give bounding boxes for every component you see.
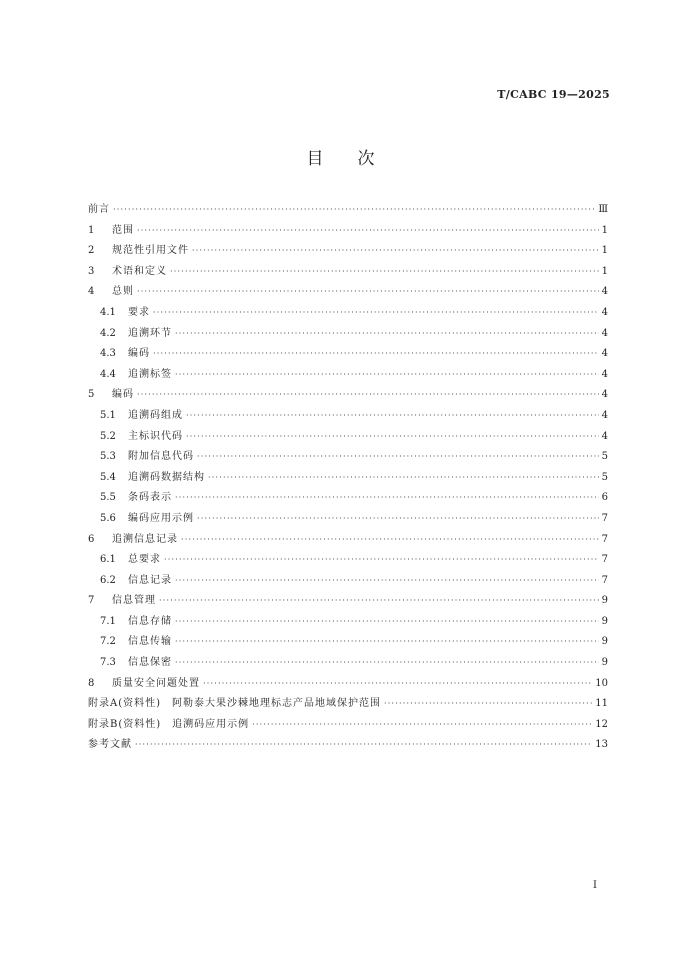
- toc-leader-dots: [384, 699, 592, 708]
- toc-leader-dots: [175, 329, 599, 338]
- toc-entry-label: 信息存储: [128, 615, 172, 627]
- toc-entry[interactable]: [88, 674, 608, 695]
- toc-leader-dots: [159, 596, 599, 605]
- toc-leader-dots: [175, 637, 599, 646]
- toc-entry[interactable]: [88, 653, 608, 674]
- toc-entry-label: 总则: [112, 286, 134, 298]
- toc-entry-number: 4.4: [100, 368, 116, 380]
- toc-leader-dots: [175, 617, 599, 626]
- toc-entry-label: 术语和定义: [112, 265, 167, 277]
- toc-entry-number: 1: [88, 224, 95, 236]
- toc-entry-page: 4: [601, 389, 608, 401]
- toc-entry-number: 6: [88, 533, 95, 545]
- toc-entry-page: 9: [601, 595, 608, 607]
- toc-entry[interactable]: [88, 365, 608, 386]
- toc-entry-number: 5.5: [100, 492, 116, 504]
- toc-entry-number: 6.2: [100, 574, 116, 586]
- toc-entry-page: 4: [601, 368, 608, 380]
- toc-entry[interactable]: [88, 385, 608, 406]
- toc-leader-dots: [113, 205, 595, 214]
- toc-title: [0, 144, 681, 169]
- toc-entry-label: 主标识代码: [128, 430, 183, 442]
- table-of-contents: [88, 200, 608, 756]
- toc-entry-label: 要求: [128, 306, 150, 318]
- toc-entry[interactable]: [88, 488, 608, 509]
- toc-entry-number: 3: [88, 265, 95, 277]
- toc-entry-page: 4: [601, 348, 608, 360]
- toc-entry-page: 9: [601, 615, 608, 627]
- toc-entry[interactable]: [88, 509, 608, 530]
- toc-entry-page: 7: [601, 554, 608, 566]
- toc-entry-number: 7.2: [100, 636, 116, 648]
- toc-entry-label: 编码应用示例: [128, 512, 194, 524]
- toc-entry[interactable]: [88, 550, 608, 571]
- toc-leader-dots: [208, 473, 599, 482]
- toc-entry-number: 5.4: [100, 471, 116, 483]
- toc-entry[interactable]: [88, 571, 608, 592]
- toc-entry-label: 信息管理: [112, 595, 156, 607]
- toc-entry[interactable]: [88, 200, 608, 221]
- toc-entry-page: 7: [601, 512, 608, 524]
- toc-entry[interactable]: [88, 262, 608, 283]
- toc-leader-dots: [192, 246, 599, 255]
- toc-entry-label: 附加信息代码: [128, 451, 194, 463]
- toc-entry[interactable]: [88, 221, 608, 242]
- toc-leader-dots: [135, 740, 592, 749]
- toc-entry-number: 5: [88, 389, 95, 401]
- toc-leader-dots: [175, 658, 599, 667]
- toc-entry[interactable]: [88, 324, 608, 345]
- toc-entry[interactable]: [88, 303, 608, 324]
- toc-entry-number: 7.3: [100, 657, 116, 669]
- toc-leader-dots: [203, 679, 592, 688]
- toc-entry-number: 4.1: [100, 306, 116, 318]
- toc-entry-page: 11: [595, 698, 608, 710]
- toc-entry[interactable]: [88, 530, 608, 551]
- title-char-1: 目: [306, 149, 324, 169]
- toc-entry-page: 10: [595, 677, 608, 689]
- toc-leader-dots: [197, 514, 599, 523]
- toc-entry[interactable]: [88, 344, 608, 365]
- toc-entry[interactable]: [88, 282, 608, 303]
- toc-entry[interactable]: [88, 632, 608, 653]
- toc-entry-label: 总要求: [128, 554, 161, 566]
- toc-entry-label: 条码表示: [128, 492, 172, 504]
- toc-entry-number: 4: [88, 286, 95, 298]
- toc-entry-number: 4.2: [100, 327, 116, 339]
- toc-entry-label: 追溯码数据结构: [128, 471, 205, 483]
- toc-entry-number: 5.2: [100, 430, 116, 442]
- toc-entry-label: 质量安全问题处置: [112, 677, 200, 689]
- toc-entry-page: 1: [601, 265, 608, 277]
- toc-entry[interactable]: [88, 241, 608, 262]
- toc-entry-number: 7: [88, 595, 95, 607]
- toc-leader-dots: [137, 390, 599, 399]
- toc-leader-dots: [137, 226, 599, 235]
- toc-entry-label: 追溯信息记录: [112, 533, 178, 545]
- toc-entry[interactable]: [88, 735, 608, 756]
- toc-entry-number: 8: [88, 677, 95, 689]
- toc-entry[interactable]: [88, 694, 608, 715]
- toc-leader-dots: [181, 535, 599, 544]
- toc-entry-page: 9: [601, 657, 608, 669]
- toc-leader-dots: [175, 576, 599, 585]
- toc-entry-page: Ⅲ: [598, 204, 608, 215]
- toc-entry[interactable]: [88, 715, 608, 736]
- toc-entry-page: 4: [601, 327, 608, 339]
- toc-leader-dots: [175, 370, 599, 379]
- toc-entry-label: 附录B(资料性) 追溯码应用示例: [88, 718, 250, 730]
- toc-leader-dots: [153, 308, 599, 317]
- toc-entry-page: 9: [601, 636, 608, 648]
- toc-entry-label: 范围: [112, 224, 134, 236]
- page-number: Ⅰ: [593, 880, 597, 891]
- toc-entry[interactable]: [88, 591, 608, 612]
- toc-leader-dots: [252, 720, 592, 729]
- toc-entry-page: 7: [601, 533, 608, 545]
- toc-entry-number: 5.3: [100, 451, 116, 463]
- toc-entry-page: 4: [601, 430, 608, 442]
- toc-entry-label: 编码: [128, 348, 150, 360]
- toc-entry-page: 5: [601, 451, 608, 463]
- toc-entry-page: 4: [601, 409, 608, 421]
- toc-leader-dots: [164, 555, 599, 564]
- toc-leader-dots: [153, 349, 599, 358]
- toc-entry-label: 追溯码组成: [128, 409, 183, 421]
- toc-entry-label: 追溯环节: [128, 327, 172, 339]
- toc-entry[interactable]: [88, 406, 608, 427]
- toc-entry-number: 6.1: [100, 554, 116, 566]
- toc-entry[interactable]: [88, 427, 608, 448]
- toc-entry[interactable]: [88, 612, 608, 633]
- toc-entry-page: 1: [601, 224, 608, 236]
- toc-leader-dots: [175, 493, 599, 502]
- toc-entry-number: 5.1: [100, 409, 116, 421]
- title-char-2: 次: [357, 149, 375, 169]
- standard-code: T/CABC 19—2025: [497, 88, 610, 101]
- toc-leader-dots: [137, 287, 599, 296]
- toc-entry-page: 5: [601, 471, 608, 483]
- toc-entry-page: 7: [601, 574, 608, 586]
- toc-entry-label: 参考文献: [88, 739, 132, 751]
- toc-entry-label: 规范性引用文件: [112, 245, 189, 257]
- toc-leader-dots: [186, 411, 599, 420]
- toc-entry-number: 5.6: [100, 512, 116, 524]
- toc-entry[interactable]: [88, 447, 608, 468]
- toc-entry-label: 编码: [112, 389, 134, 401]
- toc-entry-number: 2: [88, 245, 95, 257]
- toc-entry-label: 前言: [88, 204, 110, 215]
- toc-entry-number: 7.1: [100, 615, 116, 627]
- toc-entry-label: 追溯标签: [128, 368, 172, 380]
- toc-leader-dots: [170, 267, 599, 276]
- toc-entry-page: 13: [595, 739, 608, 751]
- toc-entry-number: 4.3: [100, 348, 116, 360]
- toc-leader-dots: [197, 452, 599, 461]
- toc-entry[interactable]: [88, 468, 608, 489]
- toc-entry-page: 4: [601, 286, 608, 298]
- toc-entry-page: 12: [595, 718, 608, 730]
- toc-leader-dots: [186, 432, 599, 441]
- toc-entry-page: 1: [601, 245, 608, 257]
- toc-entry-label: 信息传输: [128, 636, 172, 648]
- toc-entry-label: 附录A(资料性) 阿勒泰大果沙棘地理标志产品地域保护范围: [88, 698, 382, 710]
- toc-entry-label: 信息记录: [128, 574, 172, 586]
- toc-entry-page: 6: [601, 492, 608, 504]
- toc-entry-page: 4: [601, 306, 608, 318]
- toc-entry-label: 信息保密: [128, 657, 172, 669]
